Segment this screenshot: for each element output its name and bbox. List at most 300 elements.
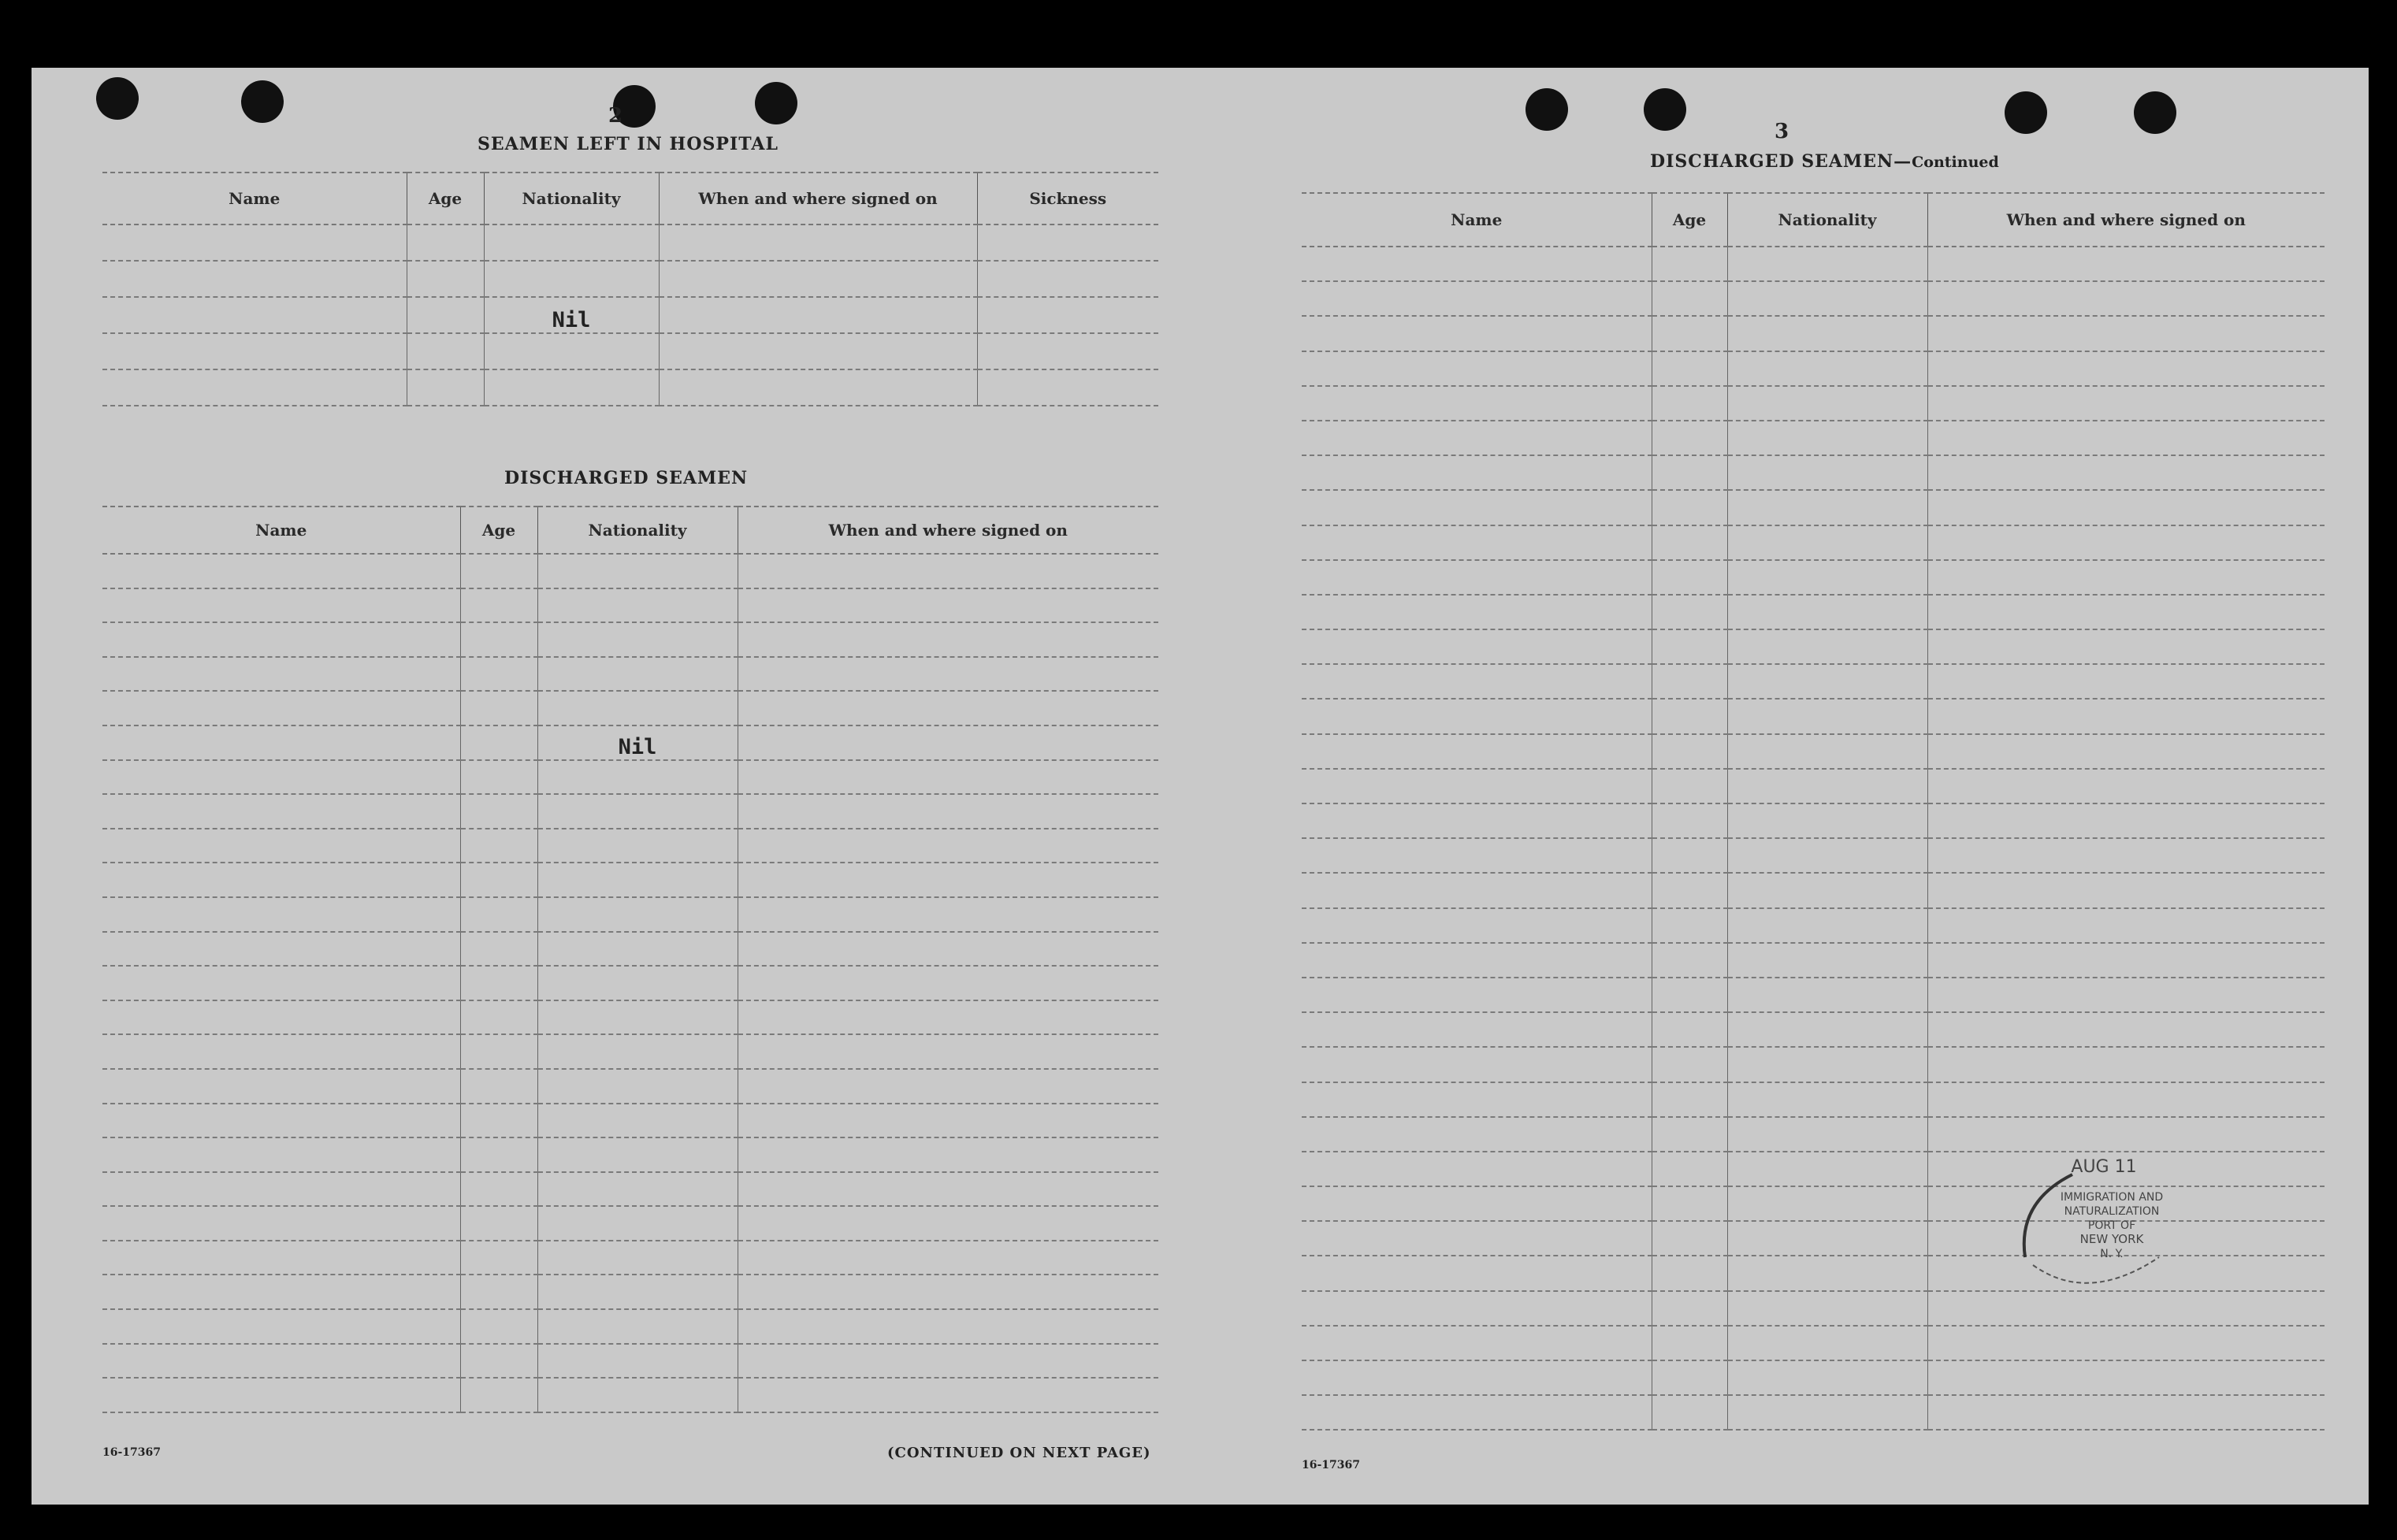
- page-number: 2: [608, 104, 623, 128]
- table-cell: [1302, 769, 1652, 803]
- table-row: [102, 369, 1158, 406]
- table-cell: [1927, 838, 2325, 873]
- discharged-entry: Nil: [537, 725, 738, 760]
- table-cell: [1727, 1047, 1927, 1082]
- table-cell: [1927, 699, 2325, 733]
- table-cell: [102, 1000, 460, 1035]
- punch-hole: [755, 82, 797, 124]
- punch-hole: [96, 77, 139, 120]
- table-cell: [1927, 664, 2325, 699]
- column-header-signed-on: When and where signed on: [1927, 193, 2325, 247]
- title-suffix: Continued: [1912, 154, 1999, 171]
- table-cell: [1927, 247, 2325, 281]
- table-cell: [1652, 769, 1727, 803]
- table-cell: [102, 1069, 460, 1104]
- table-cell: [1302, 838, 1652, 873]
- table-cell: [1727, 699, 1927, 733]
- table-row: [1302, 664, 2325, 699]
- table-cell: [1652, 1221, 1727, 1256]
- table-cell: [1927, 421, 2325, 455]
- table-row: [102, 657, 1158, 692]
- table-cell: [102, 1275, 460, 1309]
- table-cell: [1302, 351, 1652, 386]
- table-cell: [460, 554, 537, 588]
- table-row: [1302, 734, 2325, 769]
- table-row: [1302, 838, 2325, 873]
- table-cell: [738, 1069, 1158, 1104]
- table-row: [102, 1206, 1158, 1241]
- table-cell: [102, 760, 460, 795]
- table-cell: [738, 1137, 1158, 1172]
- table-cell: [537, 1241, 738, 1275]
- table-cell: [1652, 1256, 1727, 1290]
- stamp-arc: [2033, 1257, 2159, 1283]
- table-cell: [537, 1104, 738, 1138]
- table-cell: [1302, 560, 1652, 595]
- punch-hole: [1526, 88, 1568, 131]
- table-cell: [1302, 595, 1652, 629]
- table-row: [1302, 1326, 2325, 1360]
- table-cell: [1652, 455, 1727, 490]
- table-cell: [1727, 1186, 1927, 1221]
- table-cell: [537, 1378, 738, 1412]
- table-row: [102, 932, 1158, 967]
- form-number: 16-17367: [1302, 1459, 1360, 1471]
- form-number: 16-17367: [102, 1446, 161, 1459]
- table-cell: [1652, 838, 1727, 873]
- table-cell: [1727, 1291, 1927, 1326]
- table-cell: [1927, 1360, 2325, 1395]
- table-cell: [1652, 1360, 1727, 1395]
- table-cell: [1927, 769, 2325, 803]
- table-cell: [1652, 873, 1727, 907]
- table-cell: [460, 588, 537, 623]
- table-cell: [1652, 943, 1727, 978]
- table-cell: [460, 1206, 537, 1241]
- table-cell: [1727, 873, 1927, 907]
- table-cell: [1302, 1047, 1652, 1082]
- table-cell: [1652, 1395, 1727, 1430]
- column-header-nationality: Nationality: [1727, 193, 1927, 247]
- table-cell: [537, 760, 738, 795]
- table-cell: [102, 794, 460, 829]
- table-cell: [537, 691, 738, 725]
- column-header-name: Name: [102, 507, 460, 554]
- table-cell: [1927, 1012, 2325, 1047]
- table-cell: [460, 1344, 537, 1379]
- table-row: [1302, 421, 2325, 455]
- hospital-section-title: SEAMEN LEFT IN HOSPITAL: [478, 134, 779, 154]
- table-cell: [1727, 1395, 1927, 1430]
- table-row: [1302, 1012, 2325, 1047]
- table-cell: [738, 794, 1158, 829]
- table-cell: [1727, 455, 1927, 490]
- table-cell: [1652, 351, 1727, 386]
- table-cell: [460, 932, 537, 967]
- table-cell: [102, 657, 460, 692]
- table-row: [102, 1309, 1158, 1344]
- table-cell: [1302, 699, 1652, 733]
- table-cell: [738, 966, 1158, 1000]
- table-cell: [1302, 247, 1652, 281]
- punch-hole: [2134, 91, 2176, 134]
- table-cell: [1652, 490, 1727, 525]
- table-cell: [537, 1172, 738, 1207]
- table-cell: [1727, 421, 1927, 455]
- table-cell: [537, 829, 738, 863]
- table-cell: [738, 1309, 1158, 1344]
- table-cell: [1727, 316, 1927, 351]
- table-cell: [1927, 560, 2325, 595]
- table-row: [102, 725, 1158, 760]
- table-cell: [460, 1275, 537, 1309]
- table-cell: [1727, 908, 1927, 943]
- table-cell: [460, 1000, 537, 1035]
- table-row: [102, 622, 1158, 657]
- table-cell: [1302, 943, 1652, 978]
- table-row: [102, 829, 1158, 863]
- table-cell: [738, 1172, 1158, 1207]
- table-cell: [1652, 1047, 1727, 1082]
- table-cell: [537, 1069, 738, 1104]
- table-row: [102, 760, 1158, 795]
- table-row: [102, 1378, 1158, 1412]
- table-cell: [1302, 281, 1652, 316]
- table-cell: [1927, 316, 2325, 351]
- table-cell: [460, 1378, 537, 1412]
- table-cell: [1927, 1395, 2325, 1430]
- column-header-signed-on: When and where signed on: [738, 507, 1158, 554]
- table-row: [1302, 803, 2325, 838]
- table-row: [1302, 978, 2325, 1012]
- table-cell: [102, 1034, 460, 1069]
- table-row: [102, 225, 1158, 261]
- table-cell: [1302, 734, 1652, 769]
- table-row: [1302, 316, 2325, 351]
- table-cell: [1302, 803, 1652, 838]
- table-cell: [537, 1000, 738, 1035]
- stamp-line: NEW YORK: [2079, 1232, 2144, 1246]
- table-cell: [1727, 247, 1927, 281]
- table-row: [102, 1069, 1158, 1104]
- table-cell: [1302, 873, 1652, 907]
- table-cell: [537, 1034, 738, 1069]
- table-row: [102, 863, 1158, 897]
- table-cell: [1652, 1152, 1727, 1186]
- table-row: [102, 691, 1158, 725]
- stamp-line: PORT OF: [2087, 1219, 2136, 1232]
- column-header-age: Age: [460, 507, 537, 554]
- table-cell: [460, 1172, 537, 1207]
- table-row: [102, 1104, 1158, 1138]
- table-cell: [1652, 421, 1727, 455]
- table-row: [1302, 560, 2325, 595]
- table-row: [1302, 1395, 2325, 1430]
- table-cell: [1727, 1221, 1927, 1256]
- table-cell: [1652, 525, 1727, 560]
- table-cell: [460, 1137, 537, 1172]
- table-cell: [1652, 1291, 1727, 1326]
- table-cell: [460, 622, 537, 657]
- table-row: [102, 1137, 1158, 1172]
- table-cell: [1302, 664, 1652, 699]
- table-row: [1302, 1360, 2325, 1395]
- table-cell: [460, 725, 537, 760]
- table-row: [1302, 1047, 2325, 1082]
- table-cell: [1302, 316, 1652, 351]
- table-row: [102, 1000, 1158, 1035]
- table-cell: [537, 863, 738, 897]
- table-cell: [738, 691, 1158, 725]
- table-cell: [1652, 664, 1727, 699]
- table-cell: [738, 1241, 1158, 1275]
- table-cell: [1727, 386, 1927, 421]
- table-cell: [537, 622, 738, 657]
- table-cell: [460, 966, 537, 1000]
- table-cell: [1727, 560, 1927, 595]
- table-row: [102, 794, 1158, 829]
- table-cell: [102, 1378, 460, 1412]
- table-cell: [102, 1206, 460, 1241]
- table-cell: [738, 1034, 1158, 1069]
- table-cell: [537, 932, 738, 967]
- table-cell: [1302, 455, 1652, 490]
- table-row: [1302, 247, 2325, 281]
- table-cell: [1927, 1082, 2325, 1117]
- table-cell: [738, 1275, 1158, 1309]
- table-cell: [1727, 664, 1927, 699]
- table-cell: [1927, 281, 2325, 316]
- table-cell: [738, 897, 1158, 932]
- table-cell: [1302, 1186, 1652, 1221]
- table-cell: [102, 554, 460, 588]
- table-cell: [1652, 734, 1727, 769]
- table-cell: [102, 863, 460, 897]
- table-cell: [460, 691, 537, 725]
- table-cell: [537, 1344, 738, 1379]
- table-cell: [102, 1309, 460, 1344]
- table-cell: [1652, 1012, 1727, 1047]
- table-cell: [1927, 629, 2325, 664]
- table-row: [102, 554, 1158, 588]
- table-cell: [1727, 978, 1927, 1012]
- table-row: [102, 1034, 1158, 1069]
- table-cell: [1927, 386, 2325, 421]
- table-cell: [1927, 908, 2325, 943]
- table-row: [1302, 595, 2325, 629]
- table-cell: [1302, 490, 1652, 525]
- table-row: [1302, 351, 2325, 386]
- table-cell: [102, 725, 460, 760]
- table-cell: [537, 1137, 738, 1172]
- table-cell: [1927, 351, 2325, 386]
- table-cell: [1727, 1082, 1927, 1117]
- continued-note: (CONTINUED ON NEXT PAGE): [887, 1445, 1151, 1461]
- table-cell: [537, 657, 738, 692]
- table-cell: [102, 622, 460, 657]
- table-row: [1302, 908, 2325, 943]
- table-cell: [738, 863, 1158, 897]
- title-main: DISCHARGED SEAMEN—: [1650, 151, 1912, 172]
- table-cell: [102, 932, 460, 967]
- column-header-signed-on: When and where signed on: [659, 173, 977, 225]
- stamp-line: NATURALIZATION: [2064, 1205, 2160, 1218]
- column-header-nationality: Nationality: [484, 173, 659, 225]
- table-cell: [1727, 525, 1927, 560]
- table-cell: [1727, 838, 1927, 873]
- column-header-sickness: Sickness: [977, 173, 1158, 225]
- table-cell: [738, 657, 1158, 692]
- table-cell: [1302, 386, 1652, 421]
- table-row: [1302, 629, 2325, 664]
- table-cell: [738, 829, 1158, 863]
- table-row: [1302, 386, 2325, 421]
- table-cell: [1927, 595, 2325, 629]
- table-cell: [738, 725, 1158, 760]
- table-cell: [1652, 560, 1727, 595]
- table-cell: [460, 1309, 537, 1344]
- table-cell: [1727, 595, 1927, 629]
- table-cell: [1927, 978, 2325, 1012]
- table-cell: [1652, 595, 1727, 629]
- table-cell: [1927, 490, 2325, 525]
- table-cell: [537, 1206, 738, 1241]
- table-row: [1302, 525, 2325, 560]
- table-cell: [1727, 1326, 1927, 1360]
- column-header-name: Name: [102, 173, 407, 225]
- table-cell: [1652, 699, 1727, 733]
- table-cell: [537, 794, 738, 829]
- table-cell: [1927, 525, 2325, 560]
- table-cell: [1927, 734, 2325, 769]
- table-cell: [1927, 943, 2325, 978]
- column-header-nationality: Nationality: [537, 507, 738, 554]
- table-cell: [102, 691, 460, 725]
- table-cell: [1652, 316, 1727, 351]
- table-row: [102, 333, 1158, 369]
- table-cell: [1727, 281, 1927, 316]
- table-cell: [1727, 769, 1927, 803]
- table-cell: [460, 1034, 537, 1069]
- table-cell: [537, 897, 738, 932]
- table-cell: [1302, 1117, 1652, 1152]
- table-cell: [738, 1000, 1158, 1035]
- column-header-name: Name: [1302, 193, 1652, 247]
- punch-hole: [241, 80, 284, 123]
- table-cell: [102, 588, 460, 623]
- table-cell: [738, 588, 1158, 623]
- table-cell: [1302, 1395, 1652, 1430]
- table-cell: [460, 794, 537, 829]
- punch-hole: [2005, 91, 2047, 134]
- table-cell: [102, 829, 460, 863]
- discharged-table: [102, 506, 1158, 1413]
- table-row: [102, 1275, 1158, 1309]
- punch-hole: [1644, 88, 1686, 131]
- table-cell: [460, 1241, 537, 1275]
- table-cell: [738, 1378, 1158, 1412]
- table-cell: [738, 1104, 1158, 1138]
- table-cell: [1302, 908, 1652, 943]
- table-row: [102, 966, 1158, 1000]
- table-cell: [1302, 1221, 1652, 1256]
- stamp-line: AUG 11: [2071, 1157, 2137, 1177]
- table-row: [102, 1241, 1158, 1275]
- table-cell: [537, 554, 738, 588]
- table-cell: [1727, 943, 1927, 978]
- table-row: [1302, 455, 2325, 490]
- table-cell: [1302, 1152, 1652, 1186]
- table-cell: [1727, 734, 1927, 769]
- table-cell: [1652, 1186, 1727, 1221]
- table-cell: [460, 657, 537, 692]
- table-cell: [1652, 629, 1727, 664]
- hospital-table: [102, 172, 1158, 406]
- right-page: [1198, 68, 2369, 1505]
- table-cell: [1927, 1326, 2325, 1360]
- table-cell: [1302, 1012, 1652, 1047]
- column-header-age: Age: [1652, 193, 1727, 247]
- table-cell: [1927, 873, 2325, 907]
- discharged-section-title: DISCHARGED SEAMEN: [504, 468, 749, 488]
- table-cell: [1652, 978, 1727, 1012]
- table-cell: [1302, 1082, 1652, 1117]
- document-sheet: [32, 68, 2369, 1505]
- table-cell: [1652, 1326, 1727, 1360]
- table-row: [1302, 943, 2325, 978]
- table-cell: [1727, 351, 1927, 386]
- table-cell: [102, 1172, 460, 1207]
- table-row: [1302, 769, 2325, 803]
- table-cell: [1652, 908, 1727, 943]
- table-cell: [537, 1309, 738, 1344]
- table-row: [1302, 699, 2325, 733]
- table-cell: [1302, 629, 1652, 664]
- table-cell: [738, 1206, 1158, 1241]
- table-row: [102, 1172, 1158, 1207]
- table-row: [102, 897, 1158, 932]
- table-row: [102, 588, 1158, 623]
- table-row: [1302, 873, 2325, 907]
- table-cell: [1302, 978, 1652, 1012]
- table-cell: [537, 966, 738, 1000]
- table-cell: [1302, 525, 1652, 560]
- table-cell: [738, 554, 1158, 588]
- table-cell: [1727, 490, 1927, 525]
- table-cell: [1652, 1117, 1727, 1152]
- column-header-age: Age: [407, 173, 484, 225]
- table-cell: [1652, 386, 1727, 421]
- immigration-stamp: [2001, 1139, 2238, 1297]
- table-cell: [537, 1275, 738, 1309]
- table-cell: [738, 760, 1158, 795]
- table-row: [1302, 281, 2325, 316]
- table-cell: [1302, 1291, 1652, 1326]
- table-cell: [1302, 1360, 1652, 1395]
- table-cell: [738, 932, 1158, 967]
- stamp-line: N. Y.: [2100, 1248, 2124, 1260]
- table-cell: [1727, 1152, 1927, 1186]
- table-cell: [1927, 455, 2325, 490]
- table-cell: [1652, 803, 1727, 838]
- table-cell: [1927, 803, 2325, 838]
- table-cell: [1652, 247, 1727, 281]
- table-cell: [1727, 1360, 1927, 1395]
- table-row: [102, 261, 1158, 297]
- discharged-continued-title: [1650, 151, 1999, 172]
- table-cell: [1302, 421, 1652, 455]
- table-cell: [1302, 1256, 1652, 1290]
